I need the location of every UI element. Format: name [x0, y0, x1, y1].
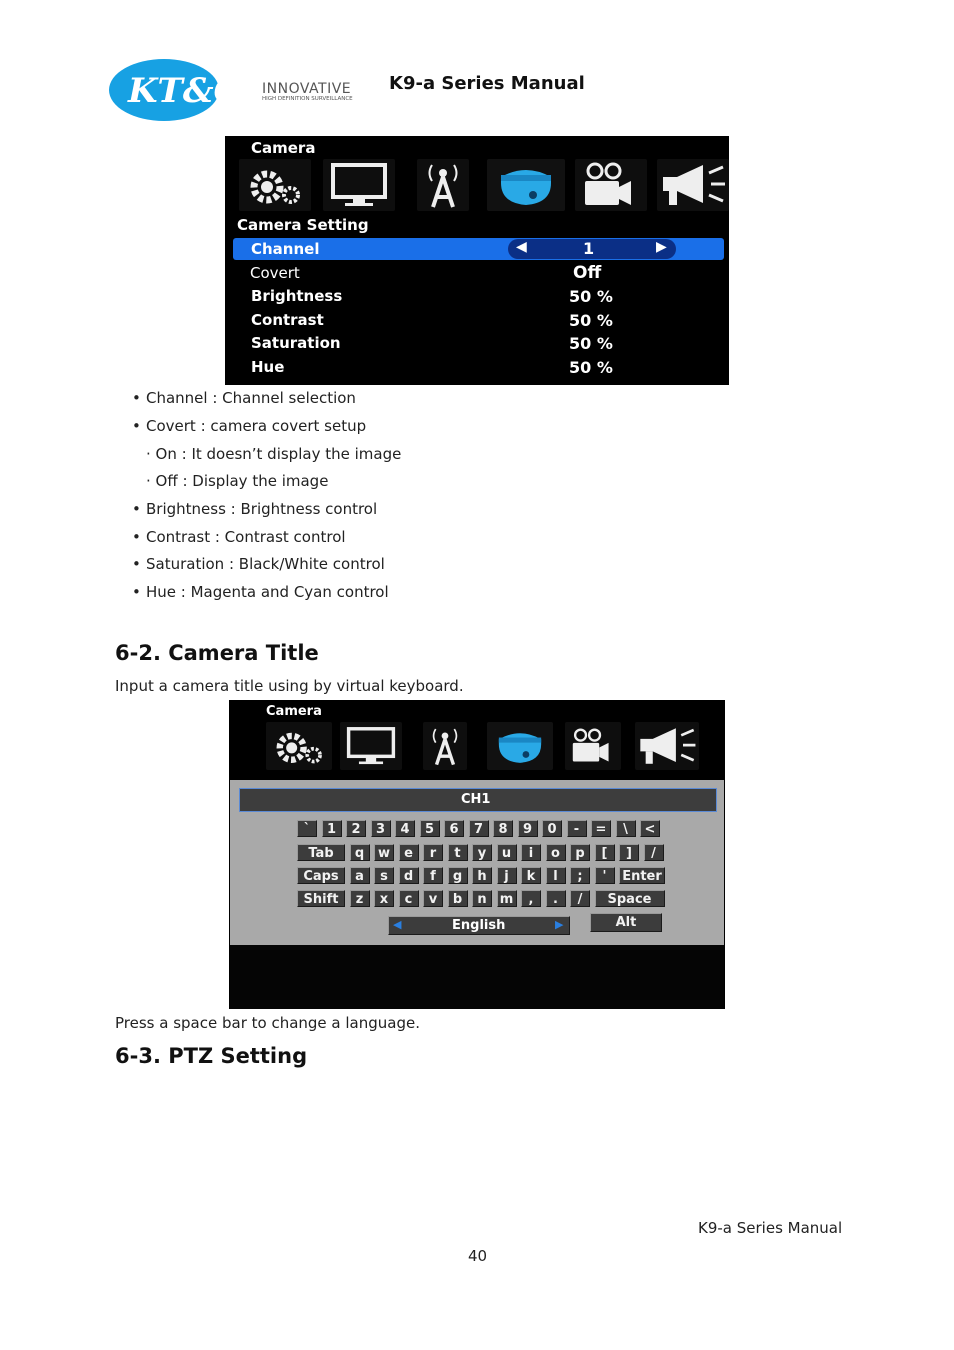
key-r3c7[interactable]: m: [497, 890, 517, 907]
key-r3c8[interactable]: ,: [521, 890, 541, 907]
language-value: English: [452, 918, 506, 933]
monitor-icon[interactable]: [340, 722, 402, 770]
key-r3c6[interactable]: n: [472, 890, 492, 907]
brand-logo: [108, 56, 366, 124]
row-value-saturation[interactable]: 50 %: [569, 334, 613, 353]
row-label-brightness[interactable]: Brightness: [251, 287, 343, 305]
row-value-channel: 1: [583, 239, 595, 258]
key-r1c1[interactable]: q: [350, 844, 370, 861]
key-r1c11[interactable]: [: [595, 844, 615, 861]
key-tab[interactable]: Tab: [297, 844, 345, 861]
key-r1c5[interactable]: t: [448, 844, 468, 861]
sub-bullet-on: · On : It doesn’t display the image: [146, 445, 402, 463]
key-r3c5[interactable]: b: [448, 890, 468, 907]
bullet-contrast: • Contrast : Contrast control: [132, 528, 346, 546]
intro-camera-title: Input a camera title using by virtual keyboard.: [115, 677, 464, 695]
key-r2c5[interactable]: g: [448, 867, 468, 884]
row-label-hue[interactable]: Hue: [251, 358, 285, 376]
key-r0c4[interactable]: 4: [395, 820, 415, 837]
key-r1c7[interactable]: u: [497, 844, 517, 861]
key-r3c2[interactable]: x: [374, 890, 394, 907]
key-r1c12[interactable]: ]: [619, 844, 639, 861]
bullet-saturation: • Saturation : Black/White control: [132, 555, 385, 573]
key-r0c2[interactable]: 2: [346, 820, 366, 837]
key-r1c4[interactable]: r: [423, 844, 443, 861]
monitor-icon[interactable]: [323, 159, 395, 211]
language-prev-arrow[interactable]: ◀: [393, 918, 402, 931]
bullet-covert: • Covert : camera covert setup: [132, 417, 367, 435]
video-camera-icon[interactable]: [575, 159, 647, 211]
key-r0c13[interactable]: \: [616, 820, 636, 837]
row-value-brightness[interactable]: 50 %: [569, 287, 613, 306]
osd-subsection-title: Camera Setting: [237, 216, 369, 234]
svg-text:KT&C: KT&C: [128, 71, 241, 111]
sub-bullet-off: · Off : Display the image: [146, 472, 329, 490]
key-r3c10[interactable]: /: [570, 890, 590, 907]
megaphone-icon[interactable]: [657, 159, 729, 211]
camera-setting-screenshot: [225, 136, 729, 385]
row-label-channel: Channel: [251, 240, 320, 258]
key-r0c6[interactable]: 6: [444, 820, 464, 837]
key-r2c7[interactable]: j: [497, 867, 517, 884]
page-number: 40: [468, 1247, 488, 1265]
key-r1c13[interactable]: /: [644, 844, 664, 861]
key-r1c8[interactable]: i: [521, 844, 541, 861]
gears-icon[interactable]: [266, 722, 332, 770]
osd-section-title: Camera: [251, 139, 316, 157]
bullet-channel: • Channel : Channel selection: [132, 389, 356, 407]
key-r1c10[interactable]: p: [570, 844, 590, 861]
dome-camera-icon[interactable]: [487, 159, 565, 211]
row-label-saturation[interactable]: Saturation: [251, 334, 341, 352]
osd2-section-title: Camera: [266, 704, 322, 719]
key-r0c10[interactable]: 0: [542, 820, 562, 837]
dome-camera-icon[interactable]: [487, 722, 553, 770]
key-r3c3[interactable]: c: [399, 890, 419, 907]
header-title: K9-a Series Manual: [389, 73, 585, 94]
row-value-covert[interactable]: Off: [573, 263, 602, 283]
bullet-hue: • Hue : Magenta and Cyan control: [132, 583, 389, 601]
bullet-brightness: • Brightness : Brightness control: [132, 500, 378, 518]
key-r2c4[interactable]: f: [423, 867, 443, 884]
row-value-hue[interactable]: 50 %: [569, 358, 613, 377]
channel-prev-arrow[interactable]: ◀: [516, 239, 527, 255]
key-r2c3[interactable]: d: [399, 867, 419, 884]
key-r2c2[interactable]: s: [374, 867, 394, 884]
language-hint: Press a space bar to change a language.: [115, 1014, 420, 1032]
key-r2c10[interactable]: ;: [570, 867, 590, 884]
title-input-value[interactable]: CH1: [461, 792, 491, 807]
key-r0c7[interactable]: 7: [469, 820, 489, 837]
key-r0c3[interactable]: 3: [371, 820, 391, 837]
antenna-icon[interactable]: [417, 159, 469, 211]
video-camera-icon[interactable]: [565, 722, 621, 770]
megaphone-icon[interactable]: [635, 722, 699, 770]
key-r0c12[interactable]: =: [591, 820, 611, 837]
key-r3c9[interactable]: .: [546, 890, 566, 907]
key-r2c6[interactable]: h: [472, 867, 492, 884]
key-r0c0[interactable]: `: [297, 820, 317, 837]
key-r0c1[interactable]: 1: [322, 820, 342, 837]
key-caps[interactable]: Caps: [297, 867, 345, 884]
heading-ptz-setting: 6-3. PTZ Setting: [115, 1044, 308, 1068]
key-r0c14[interactable]: <: [640, 820, 660, 837]
row-label-contrast[interactable]: Contrast: [251, 311, 324, 329]
svg-text:HIGH DEFINITION SURVEILLANCE: HIGH DEFINITION SURVEILLANCE: [262, 96, 353, 102]
keyboard-bottom-area: [230, 945, 724, 1009]
key-r3c4[interactable]: v: [423, 890, 443, 907]
antenna-icon[interactable]: [423, 722, 467, 770]
key-r3c1[interactable]: z: [350, 890, 370, 907]
channel-next-arrow[interactable]: ▶: [656, 239, 667, 255]
heading-camera-title: 6-2. Camera Title: [115, 641, 319, 665]
gears-icon[interactable]: [239, 159, 311, 211]
key-r0c9[interactable]: 9: [518, 820, 538, 837]
footer-title: K9-a Series Manual: [698, 1219, 843, 1237]
key-shift[interactable]: Shift: [297, 890, 345, 907]
svg-text:INNOVATIVE: INNOVATIVE: [262, 81, 352, 97]
key-r1c2[interactable]: w: [374, 844, 394, 861]
camera-title-screenshot: [229, 700, 725, 1009]
row-value-contrast[interactable]: 50 %: [569, 311, 613, 330]
key-alt[interactable]: Alt: [590, 913, 662, 932]
key-enter[interactable]: Enter: [619, 867, 665, 884]
key-r1c9[interactable]: o: [546, 844, 566, 861]
key-r2c1[interactable]: a: [350, 867, 370, 884]
key-space[interactable]: Space: [595, 890, 665, 907]
key-r1c3[interactable]: e: [399, 844, 419, 861]
row-label-covert[interactable]: Covert: [250, 264, 300, 282]
key-r0c11[interactable]: -: [567, 820, 587, 837]
key-r0c8[interactable]: 8: [493, 820, 513, 837]
key-r2c9[interactable]: l: [546, 867, 566, 884]
key-r0c5[interactable]: 5: [420, 820, 440, 837]
key-r1c6[interactable]: y: [472, 844, 492, 861]
language-next-arrow[interactable]: ▶: [555, 918, 564, 931]
key-r2c8[interactable]: k: [521, 867, 541, 884]
key-r2c11[interactable]: ': [595, 867, 615, 884]
